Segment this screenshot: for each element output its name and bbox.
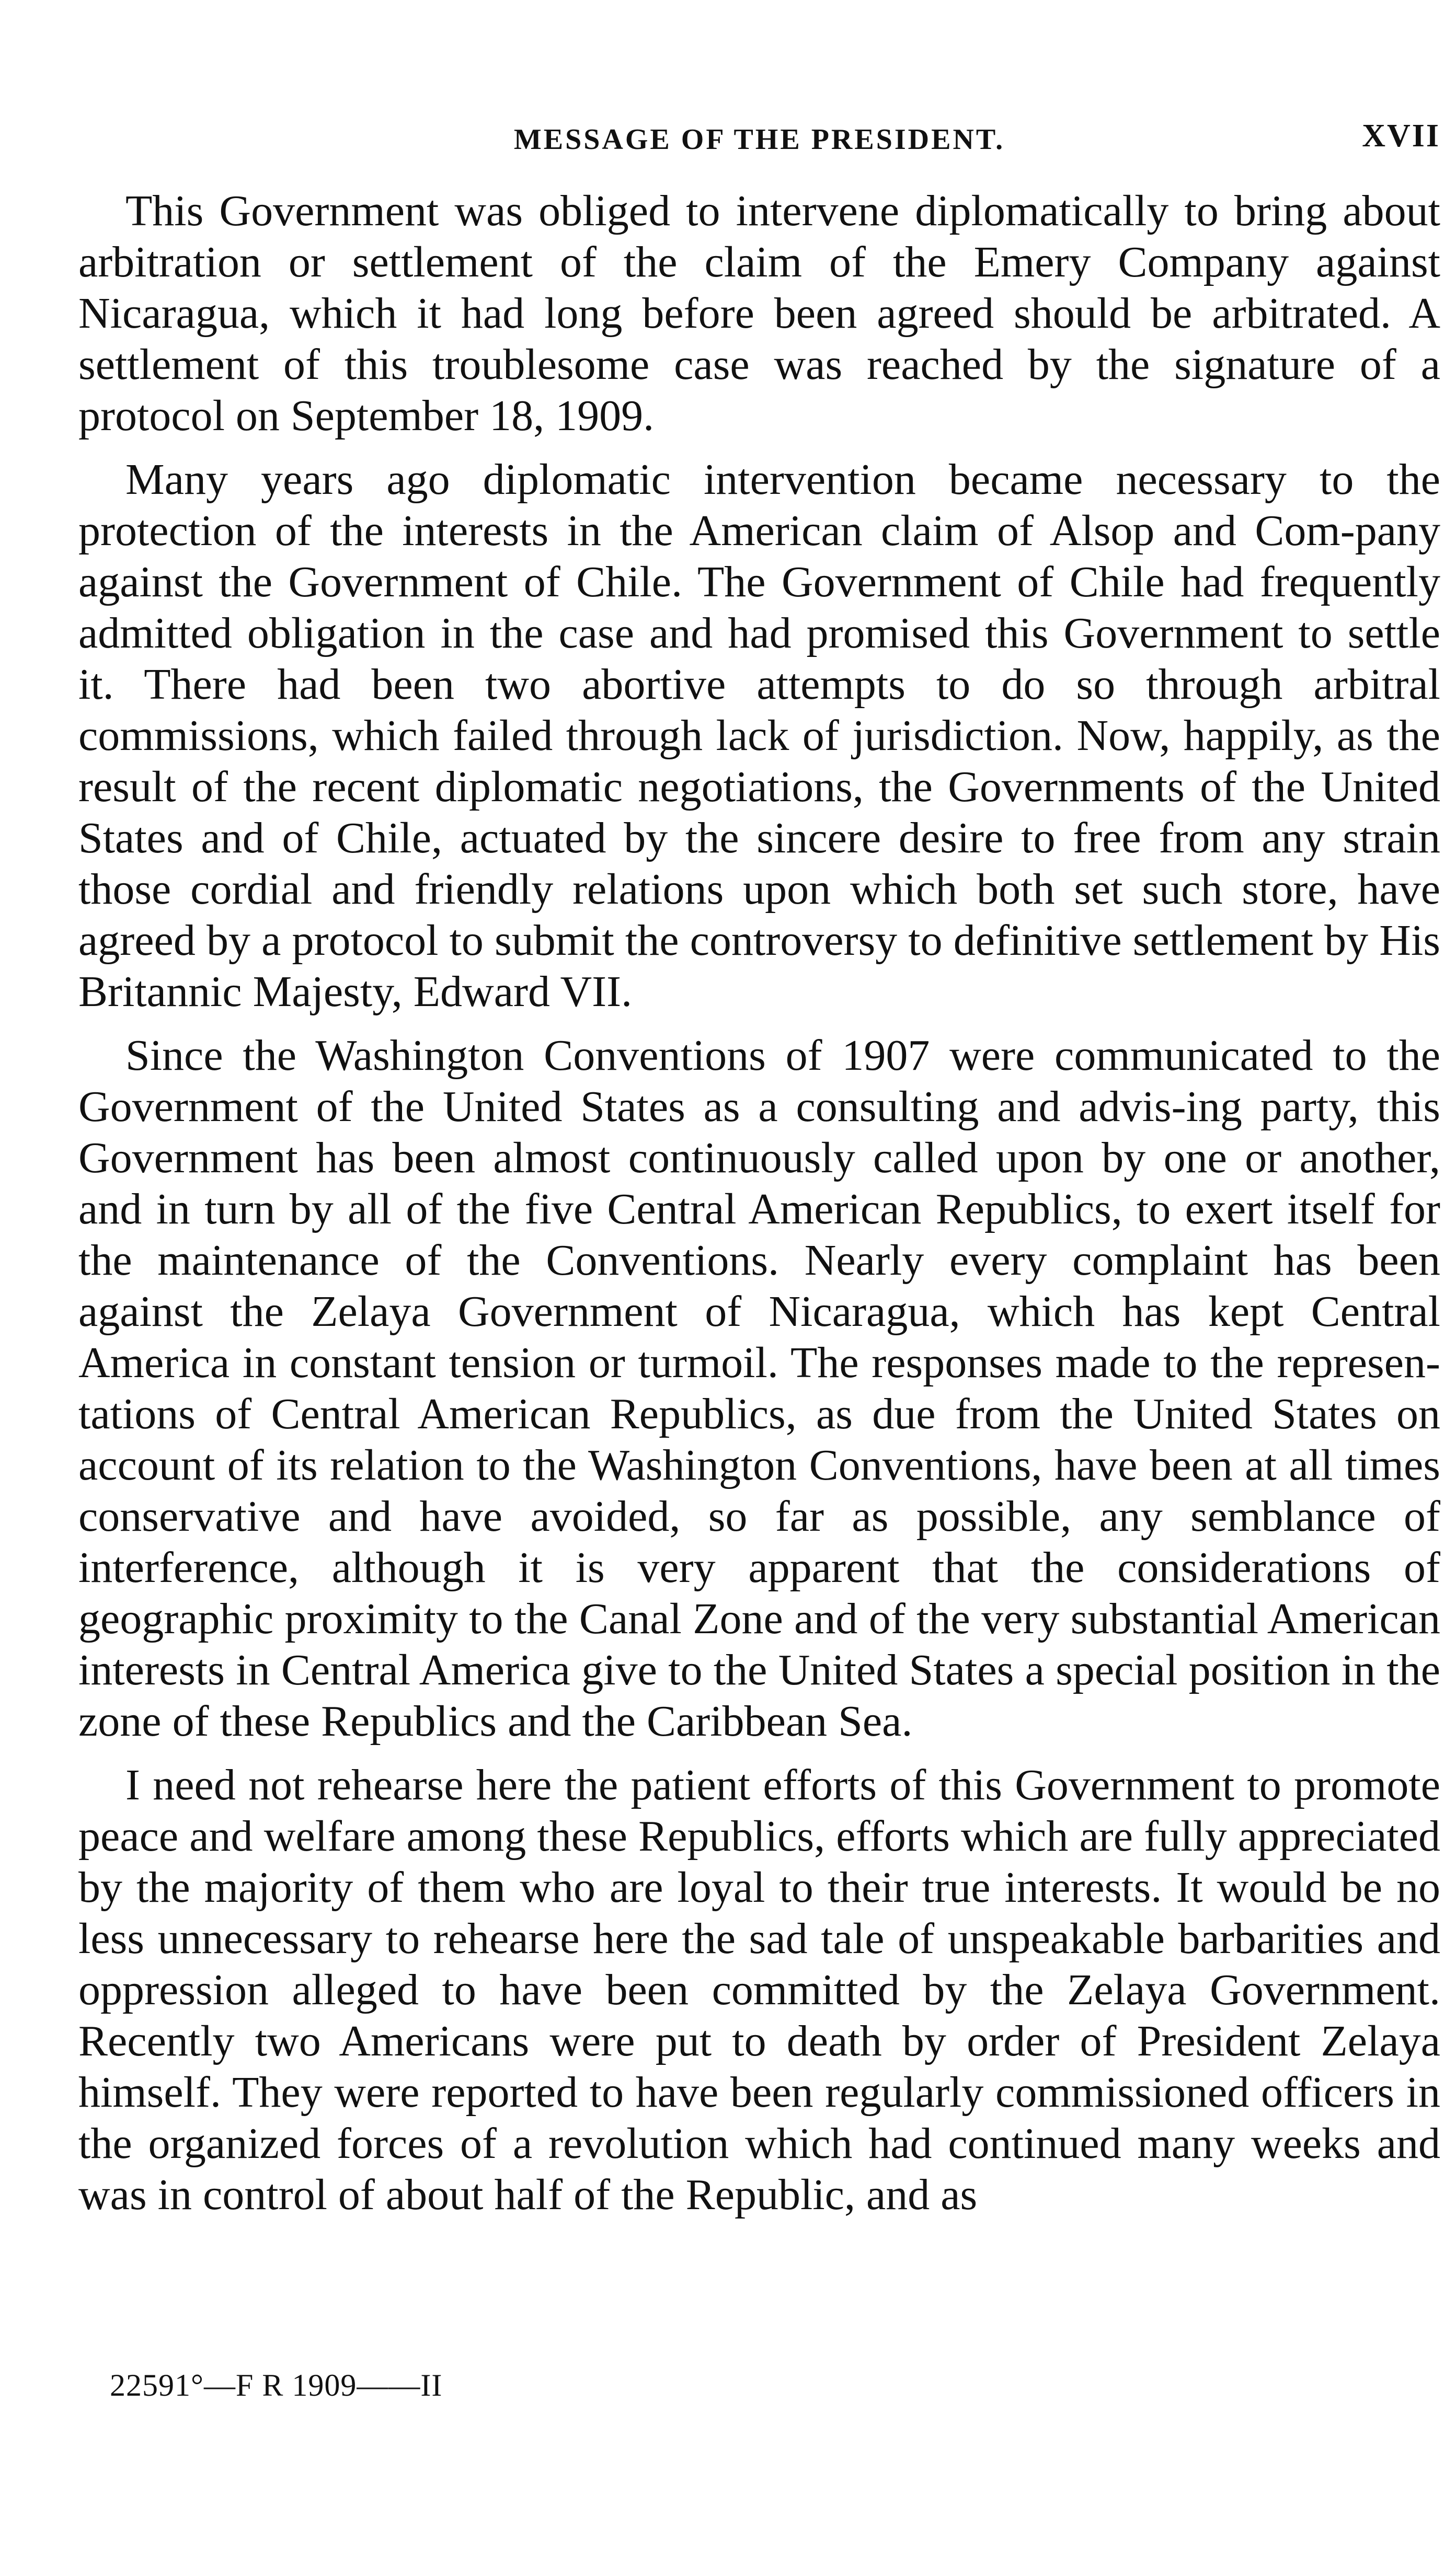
printer-signature: 22591°—F R 1909——II <box>110 2368 443 2402</box>
running-head: MESSAGE OF THE PRESIDENT. <box>513 123 1005 156</box>
paragraph-washington-conventions: Since the Washington Conventions of 1907 were communicated to the Government of the United States as a consulting and advis-ing party, this Government has been almost continuously called upon by one or another, and in turn by all of the five Central American Republics, to exert itself for the maintenance of the Conventions. Nearly every complaint has been against the Zelaya Government of Nicaragua, which has kept Central America in constant tension or turmoil. The responses made to the represen-tations of Central American Republics, as due from the United States on account of its relation to the Washington Conventions, have been at all times conservative and have avoided, so far as possible, any semblance of interference, although it is very apparent that the considerations of geographic proximity to the Canal Zone and of the very substantial American interests in Central America give to the United States a special position in the zone of these Republics and the Caribbean Sea. <box>78 1031 1440 1746</box>
page-body <box>78 186 1440 2221</box>
page-header <box>78 102 1440 165</box>
paragraph-alsop-claim: Many years ago diplomatic intervention became necessary to the protection of the interests in the American claim of Alsop and Com-pany against the Government of Chile. The Government of Chile had frequently admitted obligation in the case and had promised this Government to settle it. There had been two abortive attempts to do so through arbitral commissions, which failed through lack of jurisdiction. Now, happily, as the result of the recent diplomatic negotiations, the Governments of the United States and of Chile, actuated by the sincere desire to free from any strain those cordial and friendly relations upon which both set such store, have agreed by a protocol to submit the controversy to definitive settlement by His Britannic Majesty, Edward VII. <box>78 455 1440 1016</box>
document-page <box>78 102 1440 2532</box>
page-number: XVII <box>1362 118 1440 154</box>
paragraph-zelaya-government: I need not rehearse here the patient efforts of this Government to promote peace and welfare among these Republics, efforts which are fully appreciated by the majority of them who are loyal to their true interests. It would be no less unnecessary to rehearse here the sad tale of unspeakable barbarities and oppression alleged to have been committed by the Zelaya Government. Recently two Americans were put to death by order of President Zelaya himself. They were reported to have been regularly commissioned officers in the organized forces of a revolution which had continued many weeks and was in control of about half of the Republic, and as <box>78 1761 1440 2219</box>
paragraph-emery-claim: This Government was obliged to intervene diplomatically to bring about arbitration or settlement of the claim of the Emery Company against Nicaragua, which it had long before been agreed should be arbitrated. A settlement of this troublesome case was reached by the signature of a protocol on September 18, 1909. <box>78 187 1440 440</box>
